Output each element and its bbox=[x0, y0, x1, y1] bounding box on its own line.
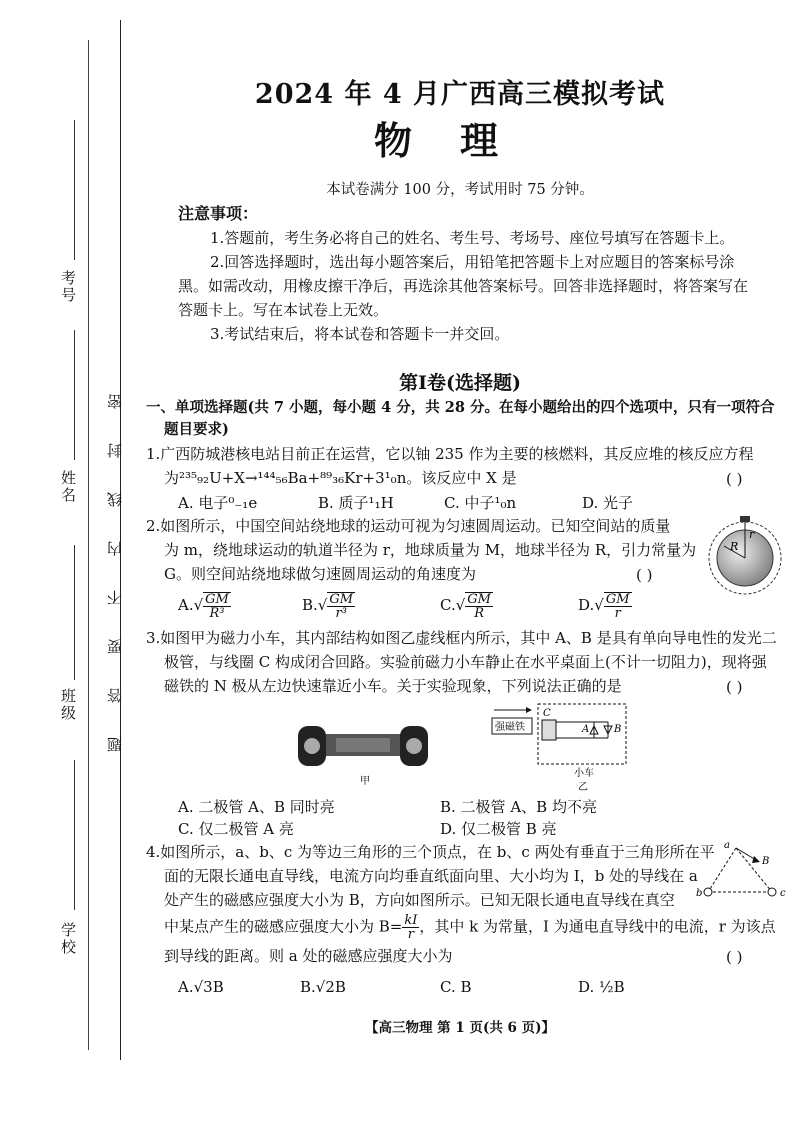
diode-a-label: A bbox=[582, 724, 590, 735]
q3-option-b[interactable]: B. 二极管 A、B 均不亮 bbox=[440, 798, 597, 816]
q4-line4-start: 中某点产生的磁感应强度大小为 B= bbox=[164, 917, 403, 936]
notice-item-1: 1.答题前，考生务必将自己的姓名、考生号、考场号、座位号填写在答题卡上。 bbox=[210, 229, 735, 247]
q4-option-d[interactable]: D. ½B bbox=[578, 978, 625, 996]
fig-label-B: B bbox=[762, 856, 770, 867]
wire-b-icon bbox=[704, 888, 712, 896]
car-frame bbox=[336, 738, 390, 752]
q4-answer-paren[interactable]: ( ) bbox=[726, 948, 743, 966]
q4-formula-den: r bbox=[407, 927, 414, 942]
q3-option-d[interactable]: D. 仅二极管 B 亮 bbox=[440, 820, 557, 838]
exam-title: 2024 年 4 月广西高三模拟考试 bbox=[254, 79, 666, 110]
q2-option-a-label: A. bbox=[178, 596, 194, 614]
fig-label-r: r bbox=[749, 528, 755, 541]
notice-item-2a: 2.回答选择题时，选出每小题答案后，用铅笔把答题卡上对应题目的答案标号涂 bbox=[210, 253, 735, 271]
name-label: 姓名 bbox=[59, 470, 77, 504]
q4-option-b[interactable]: B.√2B bbox=[300, 978, 346, 996]
q4-triangle-figure bbox=[696, 836, 796, 902]
space-station-icon bbox=[740, 516, 750, 522]
q2-option-c[interactable]: C.√ $\frac{GM}{R}$ bbox=[440, 592, 491, 621]
q3-line1: 3.如图甲为磁力小车，其内部结构如图乙虚线框内所示，其中 A、B 是具有单向导电性的发光二 bbox=[146, 629, 777, 647]
q3-line2: 极管，与线圈 C 构成闭合回路。实验前磁力小车静止在水平桌面上(不计一切阻力)，现将强 bbox=[164, 653, 767, 671]
q3-magnetic-car-figure bbox=[288, 708, 438, 788]
q3-circuit-figure bbox=[490, 700, 640, 796]
q2-d-num: GM bbox=[605, 592, 630, 607]
wire-c-icon bbox=[768, 888, 776, 896]
q4-option-a[interactable]: A.√3B bbox=[178, 978, 224, 996]
q2-c-num: GM bbox=[467, 592, 491, 607]
q2-option-a[interactable]: A.√ $\frac{GM}{\text{R³}}$ bbox=[178, 592, 229, 621]
q3-option-a[interactable]: A. 二极管 A、B 同时亮 bbox=[178, 798, 335, 816]
part1-instruction: 一、单项选择题(共 7 小题，每小题 4 分，共 28 分。在每小题给出的四个选项中，只有一项符合 bbox=[146, 399, 775, 416]
fig-label-a: a bbox=[724, 840, 730, 851]
class-label: 班级 bbox=[59, 688, 77, 722]
q1-option-b[interactable]: B. 质子¹₁H bbox=[318, 494, 394, 512]
fig-label-jia: 甲 bbox=[360, 776, 370, 787]
q3-option-c[interactable]: C. 仅二极管 A 亮 bbox=[178, 820, 294, 838]
coil-icon bbox=[542, 720, 556, 740]
section-title: 第Ⅰ卷(选择题) bbox=[399, 372, 521, 394]
q2-earth-figure bbox=[700, 508, 790, 598]
q2-a-den: R³ bbox=[209, 606, 225, 621]
notice-heading: 注意事项： bbox=[178, 204, 259, 223]
q4-option-c[interactable]: C. B bbox=[440, 978, 472, 996]
magnet-label: 强磁铁 bbox=[495, 722, 525, 733]
q4-line2: 面的无限长通电直导线，电流方向均垂直纸面向里、大小均为 I，b 处的导线在 a bbox=[164, 867, 698, 885]
q1-option-a[interactable]: A. 电子⁰₋₁e bbox=[178, 494, 258, 512]
name-field[interactable] bbox=[74, 330, 75, 460]
school-label: 学校 bbox=[59, 922, 77, 956]
q1-line2: 为²³⁵₉₂U+X→¹⁴⁴₅₆Ba+⁸⁹₃₆Kr+3¹₀n。该反应中 X 是 bbox=[164, 469, 517, 487]
arrow-head-icon bbox=[526, 707, 532, 713]
q4-line4 bbox=[164, 914, 776, 941]
q2-option-b[interactable]: B.√ $\frac{GM}{\text{r³}}$ bbox=[302, 592, 354, 621]
q1-option-d[interactable]: D. 光子 bbox=[582, 494, 634, 512]
q3-line3: 磁铁的 N 极从左边快速靠近小车。关于实验现象，下列说法正确的是 bbox=[164, 677, 622, 695]
exam-no-label: 考号 bbox=[59, 270, 77, 304]
fig-label-yi: 乙 bbox=[578, 782, 588, 793]
q2-line2: 为 m，绕地球运动的轨道半径为 r，地球质量为 M，地球半径为 R，引力常量为 bbox=[164, 541, 697, 559]
q2-b-num: GM bbox=[329, 592, 354, 607]
school-field[interactable] bbox=[74, 760, 75, 910]
notice-item-2c: 答题卡上。写在本试卷上无效。 bbox=[178, 301, 389, 319]
q2-line1: 2.如图所示，中国空间站绕地球的运动可视为匀速圆周运动。已知空间站的质量 bbox=[146, 517, 671, 535]
q4-line5: 到导线的距离。则 a 处的磁感应强度大小为 bbox=[164, 947, 453, 965]
seal-warning: 题答要不内线封密 bbox=[106, 360, 124, 752]
notice-item-2b: 黑。如需改动，用橡皮擦干净后，再选涂其他答案标号。回答非选择题时，将答案写在 bbox=[178, 277, 749, 295]
q2-d-den: r bbox=[614, 606, 621, 621]
q2-option-d-label: D. bbox=[578, 596, 595, 614]
q2-option-c-label: C. bbox=[440, 596, 456, 614]
q4-line3: 处产生的磁感应强度大小为 B，方向如图所示。已知无限长通电直导线在真空 bbox=[164, 891, 675, 909]
q2-answer-paren[interactable]: ( ) bbox=[636, 566, 653, 584]
q2-option-d[interactable]: D.√ $\frac{GM}{r}$ bbox=[578, 592, 630, 621]
q3-answer-paren[interactable]: ( ) bbox=[726, 678, 743, 696]
fig-label-c: c bbox=[780, 888, 786, 899]
q1-option-c[interactable]: C. 中子¹₀n bbox=[444, 494, 517, 512]
triangle-side bbox=[736, 848, 772, 892]
car-label: 小车 bbox=[574, 768, 594, 779]
q4-line4-end: ，其中 k 为常量，I 为通电直导线中的电流，r 为该点 bbox=[419, 917, 776, 936]
b-field-arrow bbox=[736, 848, 756, 860]
coil-label: C bbox=[543, 708, 551, 719]
q2-option-b-label: B. bbox=[302, 596, 318, 614]
q4-line1: 4.如图所示，a、b、c 为等边三角形的三个顶点，在 b、c 两处有垂直于三角形所在平 bbox=[146, 843, 715, 861]
q2-line3: G。则空间站绕地球做匀速圆周运动的角速度为 bbox=[164, 565, 476, 583]
part1-instruction-cont: 题目要求) bbox=[164, 421, 229, 438]
hub-icon bbox=[406, 738, 422, 754]
q2-c-den: R bbox=[474, 606, 485, 621]
q2-a-num: GM bbox=[205, 592, 229, 607]
class-field[interactable] bbox=[74, 545, 75, 680]
q1-line1: 1.广西防城港核电站目前正在运营，它以铀 235 作为主要的核燃料，其反应堆的核反应方程 bbox=[146, 445, 754, 463]
subject-title: 物理 bbox=[373, 118, 546, 163]
hub-icon bbox=[304, 738, 320, 754]
notice-item-3: 3.考试结束后，将本试卷和答题卡一并交回。 bbox=[210, 325, 510, 343]
q1-answer-paren[interactable]: ( ) bbox=[726, 470, 743, 488]
page-footer: 【高三物理 第 1 页(共 6 页)】 bbox=[364, 1020, 556, 1036]
diode-b-label: B bbox=[614, 724, 622, 735]
fig-label-b: b bbox=[696, 888, 703, 899]
exam-intro: 本试卷满分 100 分，考试用时 75 分钟。 bbox=[326, 182, 594, 198]
arrow-head-icon bbox=[752, 856, 760, 863]
triangle-side bbox=[708, 848, 736, 892]
fig-label-R: R bbox=[730, 540, 739, 553]
q2-b-den: r³ bbox=[335, 606, 347, 621]
q4-formula-num: kI bbox=[404, 913, 418, 928]
